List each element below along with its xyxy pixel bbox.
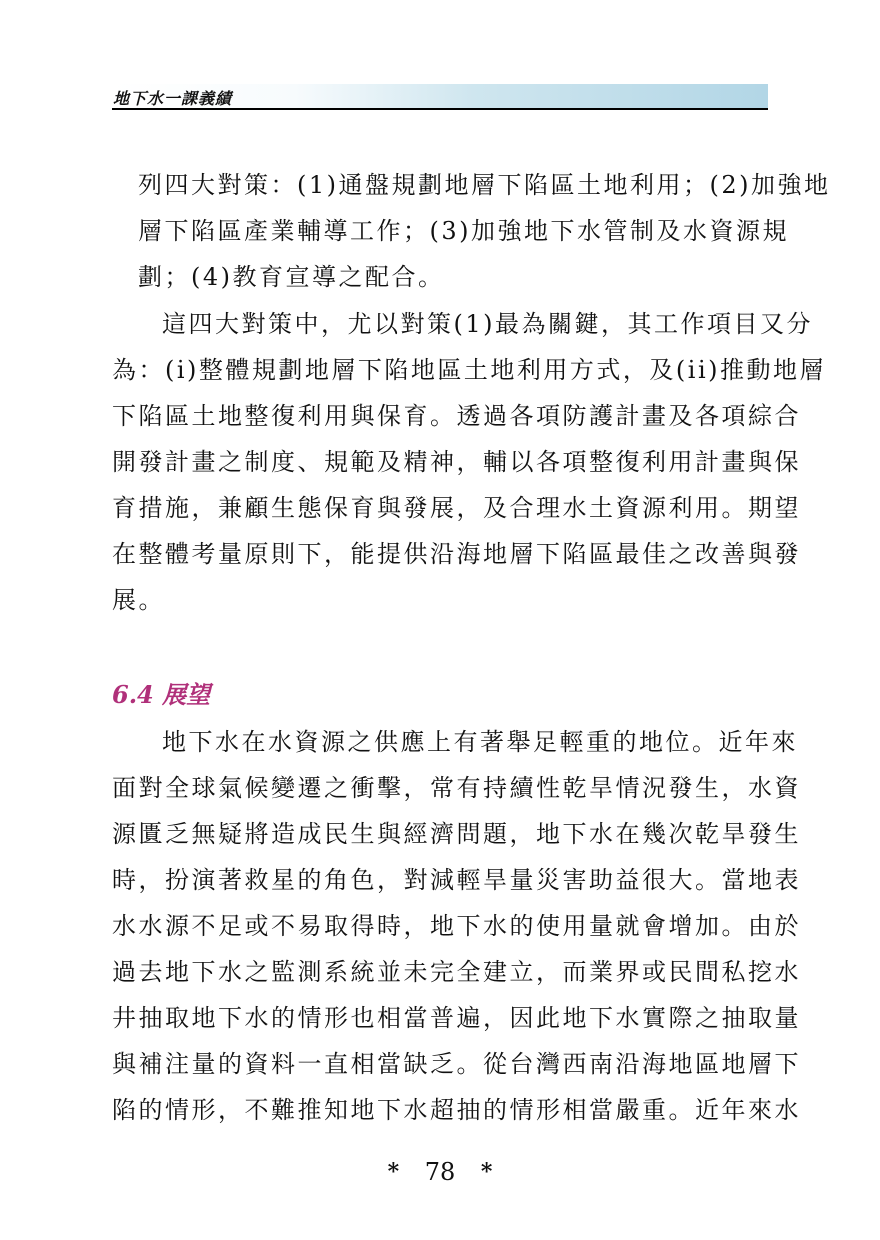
text-line: 陷的情形，不難推知地下水超抽的情形相當嚴重。近年來水 bbox=[112, 1096, 801, 1124]
text-line: 層下陷區產業輔導工作；(3)加強地下水管制及水資源規 bbox=[138, 217, 789, 245]
text-line: 在整體考量原則下，能提供沿海地層下陷區最佳之改善與發 bbox=[112, 540, 801, 568]
text-line: 列四大對策：(1)通盤規劃地層下陷區土地利用；(2)加強地 bbox=[138, 171, 831, 199]
text-line: 地下水在水資源之供應上有著舉足輕重的地位。近年來 bbox=[162, 728, 798, 756]
footer-star-left: * bbox=[387, 1158, 400, 1185]
page-number: 78 bbox=[424, 1157, 456, 1186]
text-line: 下陷區土地整復利用與保育。透過各項防護計畫及各項綜合 bbox=[112, 402, 801, 430]
page-footer bbox=[0, 1156, 880, 1186]
text-line: 育措施，兼顧生態保育與發展，及合理水土資源利用。期望 bbox=[112, 494, 801, 522]
text-line: 水水源不足或不易取得時，地下水的使用量就會增加。由於 bbox=[112, 912, 801, 940]
paragraph-measures bbox=[112, 162, 831, 300]
paragraph-key-measure bbox=[112, 301, 826, 623]
text-line: 展。 bbox=[112, 586, 165, 614]
text-line: 劃；(4)教育宣導之配合。 bbox=[138, 263, 445, 291]
text-line: 為：(i)整體規劃地層下陷地區土地利用方式，及(ii)推動地層 bbox=[112, 356, 826, 384]
text-line: 源匱乏無疑將造成民生與經濟問題，地下水在幾次乾旱發生 bbox=[112, 820, 801, 848]
text-line: 井抽取地下水的情形也相當普遍，因此地下水實際之抽取量 bbox=[112, 1004, 801, 1032]
running-header-title: 地下水一課義績 bbox=[113, 89, 233, 108]
footer-star-right: * bbox=[480, 1158, 493, 1185]
text-line: 這四大對策中，尤以對策(1)最為關鍵，其工作項目又分 bbox=[162, 310, 813, 338]
text-line: 開發計畫之制度、規範及精神，輔以各項整復利用計畫與保 bbox=[112, 448, 801, 476]
header-rule bbox=[112, 108, 768, 110]
text-line: 面對全球氣候變遷之衝擊，常有持續性乾旱情況發生，水資 bbox=[112, 774, 801, 802]
text-line: 與補注量的資料一直相當缺乏。從台灣西南沿海地區地層下 bbox=[112, 1050, 801, 1078]
paragraph-outlook bbox=[112, 719, 801, 1133]
section-heading: 6.4 展望 bbox=[112, 680, 211, 709]
text-line: 時，扮演著救星的角色，對減輕旱量災害助益很大。當地表 bbox=[112, 866, 801, 894]
text-line: 過去地下水之監測系統並未完全建立，而業界或民間私挖水 bbox=[112, 958, 801, 986]
